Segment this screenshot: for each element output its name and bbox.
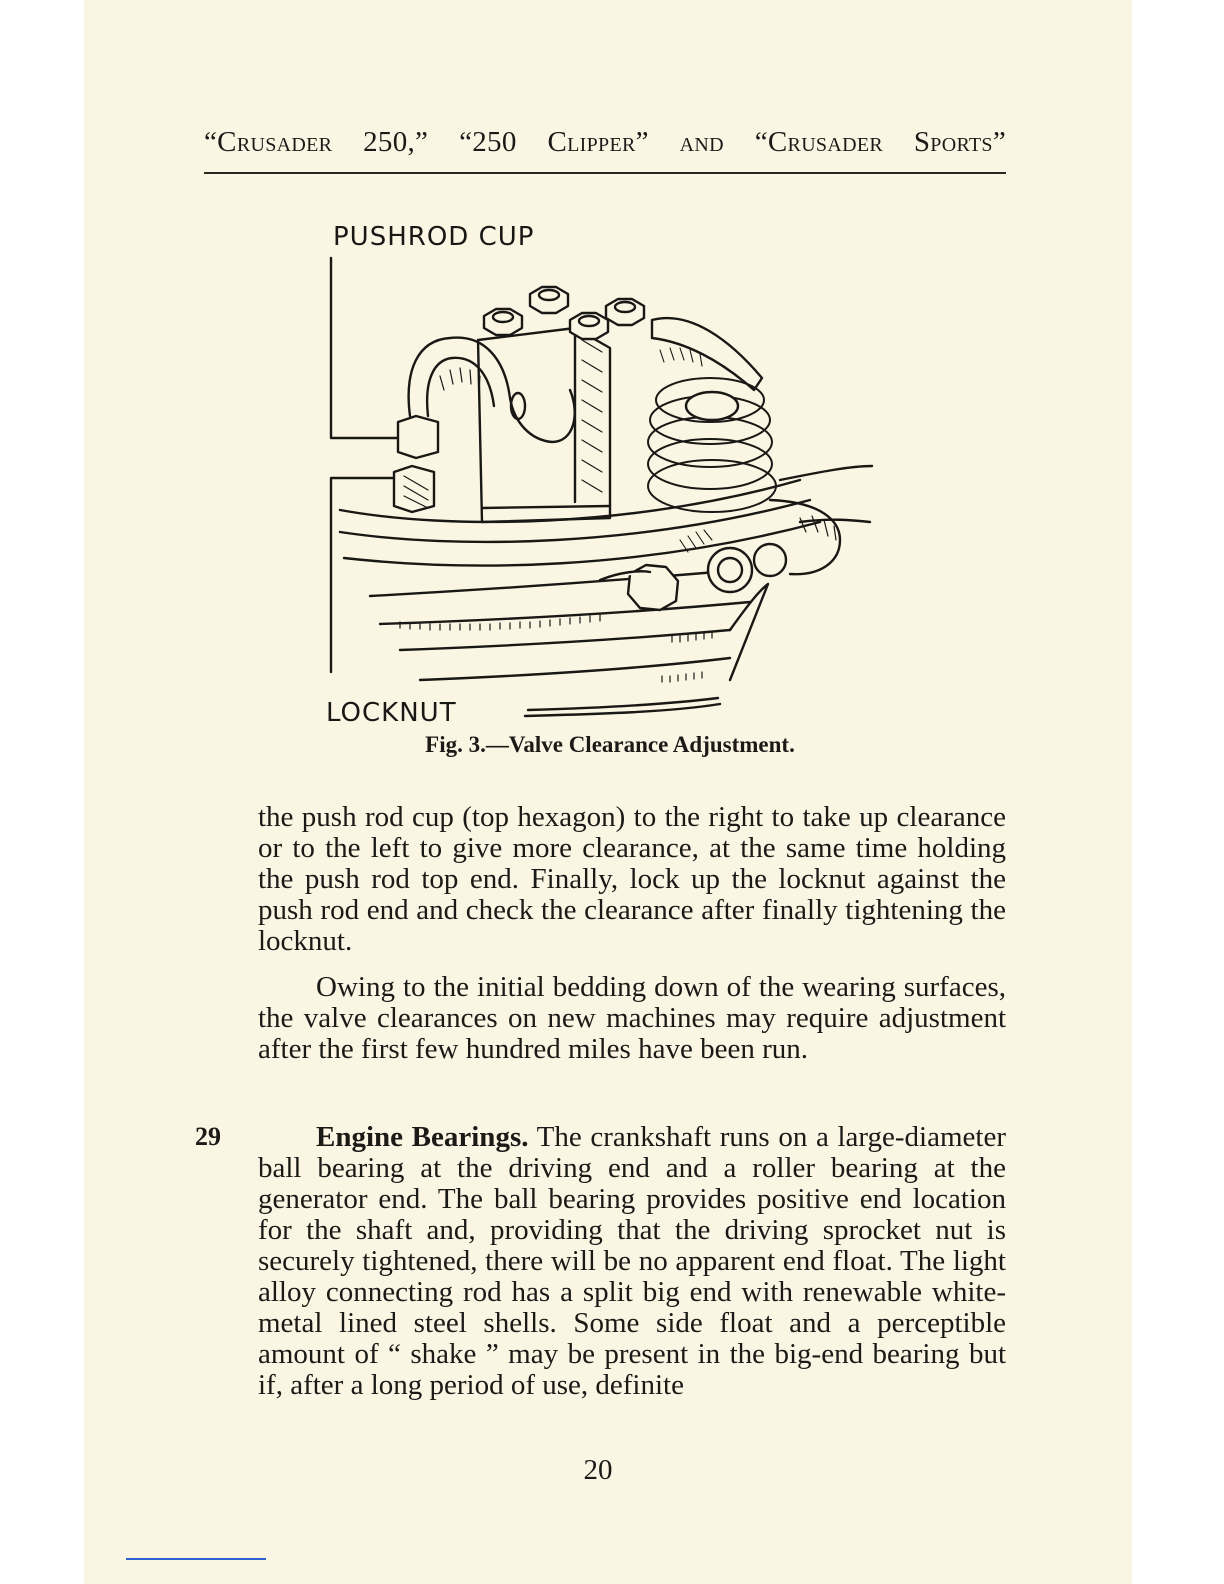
running-head-part: “Crusader Sports” xyxy=(754,126,1006,158)
valve-clearance-figure xyxy=(300,210,920,730)
section-text: The crankshaft runs on a large-diameter ball bearing at the driving end and a roller bearing at the generator end. The ball bearing provides positive end location for the shaft and, providing that the driving sprocket nut is securely tightened, there will be no apparent end float. The light alloy connecting rod has a split big end with renewable white-metal lined steel shells. Some side float and a perceptible amount of “ shake ” may be present in the big-end bearing but if, after a long period of use, definite xyxy=(258,1121,1006,1401)
section-heading: Engine Bearings. xyxy=(316,1121,529,1153)
header-rule xyxy=(204,172,1006,174)
pushrod-cup-label: PUSHROD CUP xyxy=(333,222,535,252)
locknut-leader xyxy=(331,478,398,672)
running-head xyxy=(204,126,1006,159)
valve-gear-illustration xyxy=(300,210,920,730)
running-head-part: and xyxy=(679,126,755,158)
page-number: 20 xyxy=(583,1454,613,1486)
edge-mark xyxy=(126,1558,266,1560)
running-head-part: Clipper” xyxy=(547,126,680,158)
paragraph-number: 29 xyxy=(195,1122,221,1151)
section-paragraph xyxy=(258,1122,1006,1401)
locknut-label: LOCKNUT xyxy=(326,698,457,728)
figure-caption: Fig. 3.—Valve Clearance Adjustment. xyxy=(425,732,795,757)
pushrod-cup-leader xyxy=(331,258,402,438)
body-paragraph: Owing to the initial bedding down of the wearing surfaces, the valve clearances on new machines may require adjustment after the first few hundred miles have been run. xyxy=(258,971,1006,1065)
body-paragraph: the push rod cup (top hexagon) to the right to take up clearance or to the left to give more clearance, at the same time holding the push rod top end. Finally, lock up the locknut against the push rod end and check the clearance after finally tightening the locknut. xyxy=(258,801,1006,957)
running-head-part: “Crusader 250,” “250 xyxy=(204,126,548,158)
